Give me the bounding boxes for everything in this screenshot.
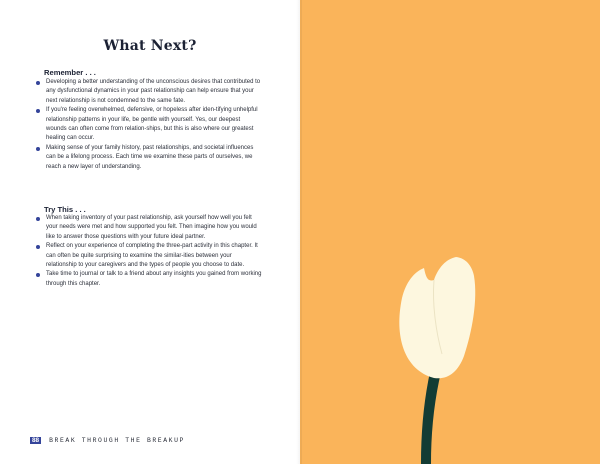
list-item-text: If you're feeling overwhelmed, defensive, or hopeless after iden-tifying unhelpful relationship patterns in your life, be gentle with yourself. Yes, our deepest wounds can often come from relation-ships, but this is also where our greatest healing can occur. bbox=[46, 107, 258, 142]
bullet-icon bbox=[36, 147, 40, 151]
bullet-icon bbox=[36, 273, 40, 277]
list-item-text: When taking inventory of your past relationship, ask yourself how well you felt your needs were met and how supported you felt. Then imagine how you would like to answer those questions with your future ideal partner. bbox=[46, 215, 257, 240]
tulip-illustration bbox=[300, 0, 600, 464]
bullet-icon bbox=[36, 81, 40, 85]
list-item-text: Making sense of your family history, past relationships, and societal influences can be a lifelong process. Each time we examine these parts of ourselves, we reach a new layer of understanding. bbox=[46, 144, 254, 170]
remember-list bbox=[36, 78, 262, 172]
list-item-text: Take time to journal or talk to a friend about any insights you gained from working through this chapter. bbox=[46, 271, 262, 287]
page-number: 88 bbox=[32, 437, 40, 444]
tulip-petals-shape bbox=[399, 257, 475, 378]
list-item bbox=[36, 78, 262, 106]
stem-shape bbox=[421, 372, 441, 464]
running-title: BREAK THROUGH THE BREAKUP bbox=[49, 437, 185, 444]
try-this-heading: Try This . . . bbox=[44, 205, 86, 214]
list-item bbox=[36, 242, 262, 270]
page-footer bbox=[30, 437, 185, 447]
bullet-icon bbox=[36, 245, 40, 249]
book-gutter bbox=[296, 0, 302, 464]
list-item bbox=[36, 106, 262, 144]
right-page bbox=[300, 0, 600, 464]
page-title: What Next? bbox=[103, 38, 197, 54]
list-item-text: Reflect on your experience of completing the three-part activity in this chapter. It can often be quite surprising to examine the similar-ities between your relationship to your caregivers and the types of people you choose to date. bbox=[46, 243, 258, 269]
bullet-icon bbox=[36, 217, 40, 221]
remember-heading: Remember . . . bbox=[44, 68, 96, 77]
list-item bbox=[36, 144, 262, 172]
list-item-text: Developing a better understanding of the unconscious desires that contributed to any dysfunctional dynamics in your past relationship can help ensure that your next relationship is not condemned to the same fate. bbox=[46, 79, 261, 104]
list-item bbox=[36, 270, 262, 289]
bullet-icon bbox=[36, 109, 40, 113]
list-item bbox=[36, 214, 262, 242]
try-this-list bbox=[36, 214, 262, 289]
